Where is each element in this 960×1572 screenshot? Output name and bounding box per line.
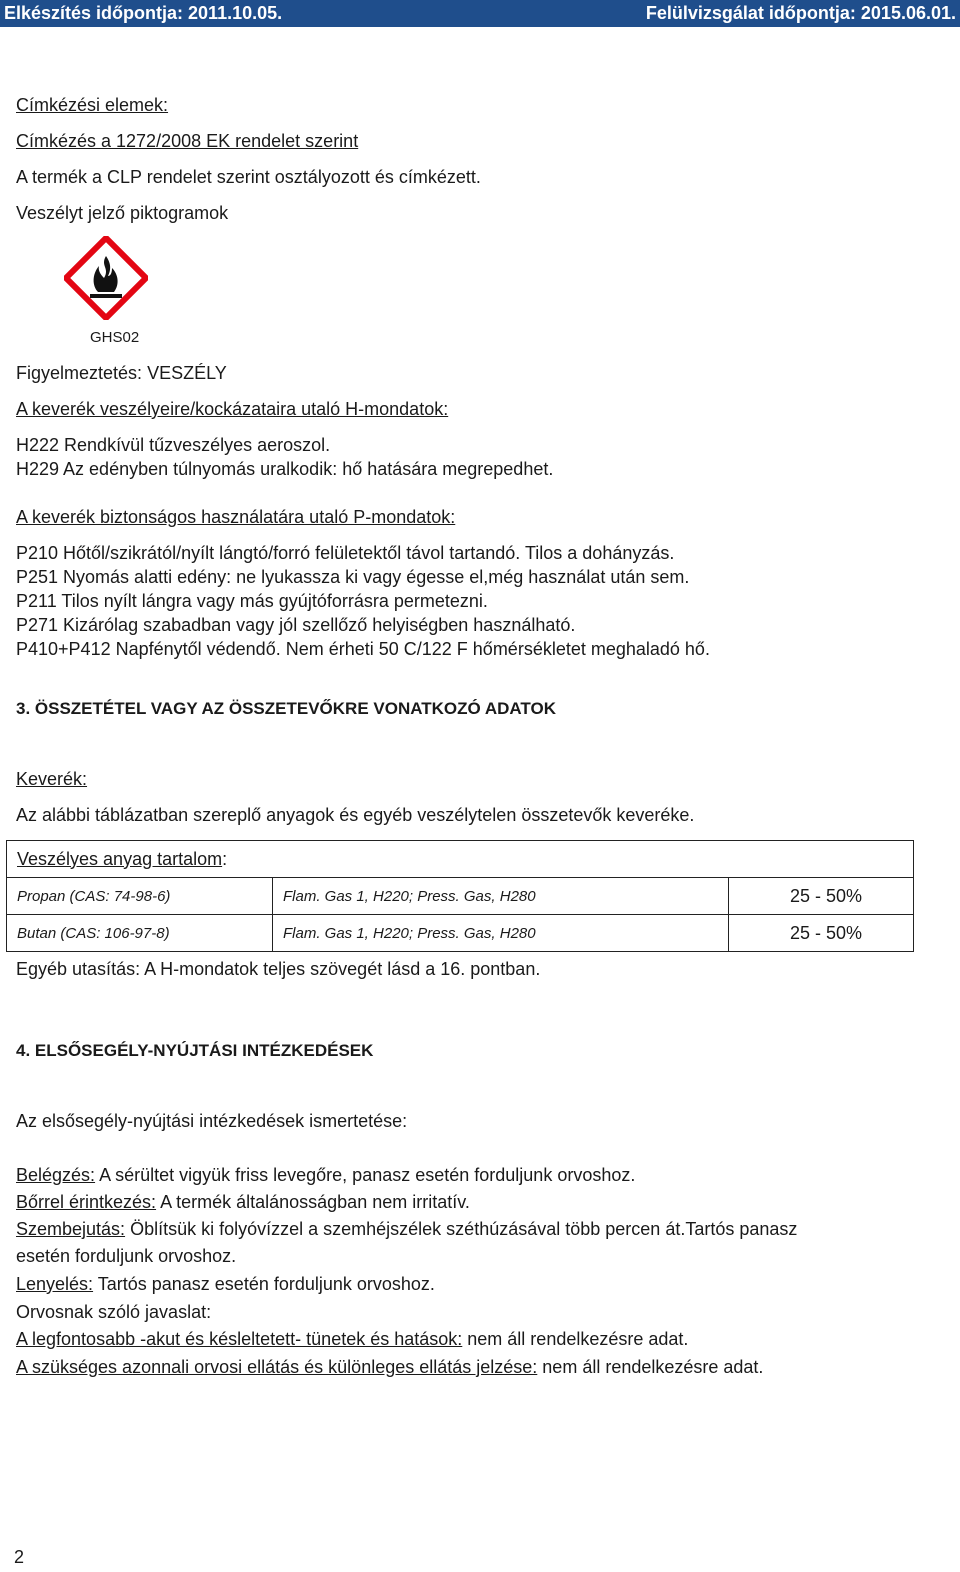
care-text: nem áll rendelkezésre adat. [537, 1357, 764, 1377]
p-statement: P210 Hőtől/szikrától/nyílt lángtó/forró felületektől távol tartandó. Tilos a dohányzás. [16, 543, 675, 563]
labeling-regulation: Címkézés a 1272/2008 EK rendelet szerint [16, 131, 359, 151]
eye-line [16, 1218, 797, 1240]
care-label: A szükséges azonnali orvosi ellátás és különleges ellátás jelzése: [16, 1357, 538, 1377]
table-row [7, 915, 914, 952]
created-date: Elkészítés időpontja: 2011.10.05. [4, 3, 283, 23]
skin-line [16, 1191, 470, 1213]
pictogram-code: GHS02 [90, 329, 140, 346]
page-header [0, 0, 960, 27]
p-statement: P251 Nyomás alatti edény: ne lyukassza ki vagy égesse el,még használat után sem. [16, 567, 690, 587]
labeling-clp: A termék a CLP rendelet szerint osztályozott és címkézett. [16, 167, 481, 187]
section4-title: 4. ELSŐSEGÉLY-NYÚJTÁSI INTÉZKEDÉSEK [16, 1041, 374, 1060]
mix-label: Keverék: [16, 769, 88, 789]
ingestion-label: Lenyelés: [16, 1274, 94, 1294]
warning-label: Figyelmeztetés: [16, 363, 143, 383]
h-title: A keverék veszélyeire/kockázataira utaló H-mondatok: [16, 399, 449, 419]
inhalation-text: A sérültet vigyük friss levegőre, panasz esetén forduljunk orvoshoz. [95, 1165, 636, 1185]
inhalation-label: Belégzés: [16, 1165, 96, 1185]
hazardous-substances-table [6, 840, 914, 952]
h-statement: H229 Az edényben túlnyomás uralkodik: hő hatására megrepedhet. [16, 459, 554, 479]
table-title: Veszélyes anyag tartalom [17, 848, 223, 869]
section3-title: 3. ÖSSZETÉTEL VAGY AZ ÖSSZETEVŐKRE VONATKOZÓ ADATOK [16, 699, 556, 718]
eye-line-continued: esetén forduljunk orvoshoz. [16, 1246, 237, 1266]
warning-value: VESZÉLY [147, 363, 227, 383]
skin-text: A termék általánosságban nem irritatív. [156, 1192, 470, 1212]
symptoms-label: A legfontosabb -akut és késleltetett- tünetek és hatások: [16, 1329, 463, 1349]
table-row [7, 878, 914, 915]
revised-date: Felülvizsgálat időpontja: 2015.06.01. [645, 3, 956, 23]
table-title-cell [7, 841, 914, 878]
flame-icon [64, 236, 148, 320]
pictograms-title: Veszélyt jelző piktogramok [16, 203, 229, 223]
p-statement: P271 Kizárólag szabadban vagy jól szellőző helyiségben használható. [16, 615, 576, 635]
ingestion-text: Tartós panasz esetén forduljunk orvoshoz. [93, 1274, 435, 1294]
inhalation-line [16, 1164, 635, 1186]
p-statement: P410+P412 Napfénytől védendő. Nem érheti 50 C/122 F hőmérsékletet meghaladó hő. [16, 639, 710, 659]
section4-intro: Az elsősegély-nyújtási intézkedések ismertetése: [16, 1111, 408, 1131]
table-header-row [7, 841, 914, 878]
classification-cell: Flam. Gas 1, H220; Press. Gas, H280 [273, 878, 729, 915]
page-number: 2 [14, 1547, 25, 1567]
p-statement: P211 Tilos nyílt lángra vagy más gyújtóforrásra permetezni. [16, 591, 488, 611]
section3-note: Egyéb utasítás: A H-mondatok teljes szövegét lásd a 16. pontban. [16, 959, 541, 979]
substance-cell: Propan (CAS: 74-98-6) [7, 878, 273, 915]
substance-cell: Butan (CAS: 106-97-8) [7, 915, 273, 952]
warning-line [16, 362, 227, 384]
mix-description: Az alábbi táblázatban szereplő anyagok és egyéb veszélytelen összetevők keveréke. [16, 805, 695, 825]
symptoms-line [16, 1328, 688, 1350]
eye-label: Szembejutás: [16, 1219, 126, 1239]
content-cell: 25 - 50% [729, 915, 914, 952]
doctor-advice: Orvosnak szóló javaslat: [16, 1302, 212, 1322]
table-title-colon: : [222, 848, 228, 869]
p-title: A keverék biztonságos használatára utaló P-mondatok: [16, 507, 456, 527]
symptoms-text: nem áll rendelkezésre adat. [462, 1329, 689, 1349]
labeling-title: Címkézési elemek: [16, 95, 169, 115]
content-cell: 25 - 50% [729, 878, 914, 915]
h-statement: H222 Rendkívül tűzveszélyes aeroszol. [16, 435, 331, 455]
classification-cell: Flam. Gas 1, H220; Press. Gas, H280 [273, 915, 729, 952]
ingestion-line [16, 1273, 435, 1295]
skin-label: Bőrrel érintkezés: [16, 1192, 157, 1212]
care-line [16, 1356, 763, 1378]
eye-text: Öblítsük ki folyóvízzel a szemhéjszélek széthúzásával több percen át.Tartós panasz [125, 1219, 798, 1239]
